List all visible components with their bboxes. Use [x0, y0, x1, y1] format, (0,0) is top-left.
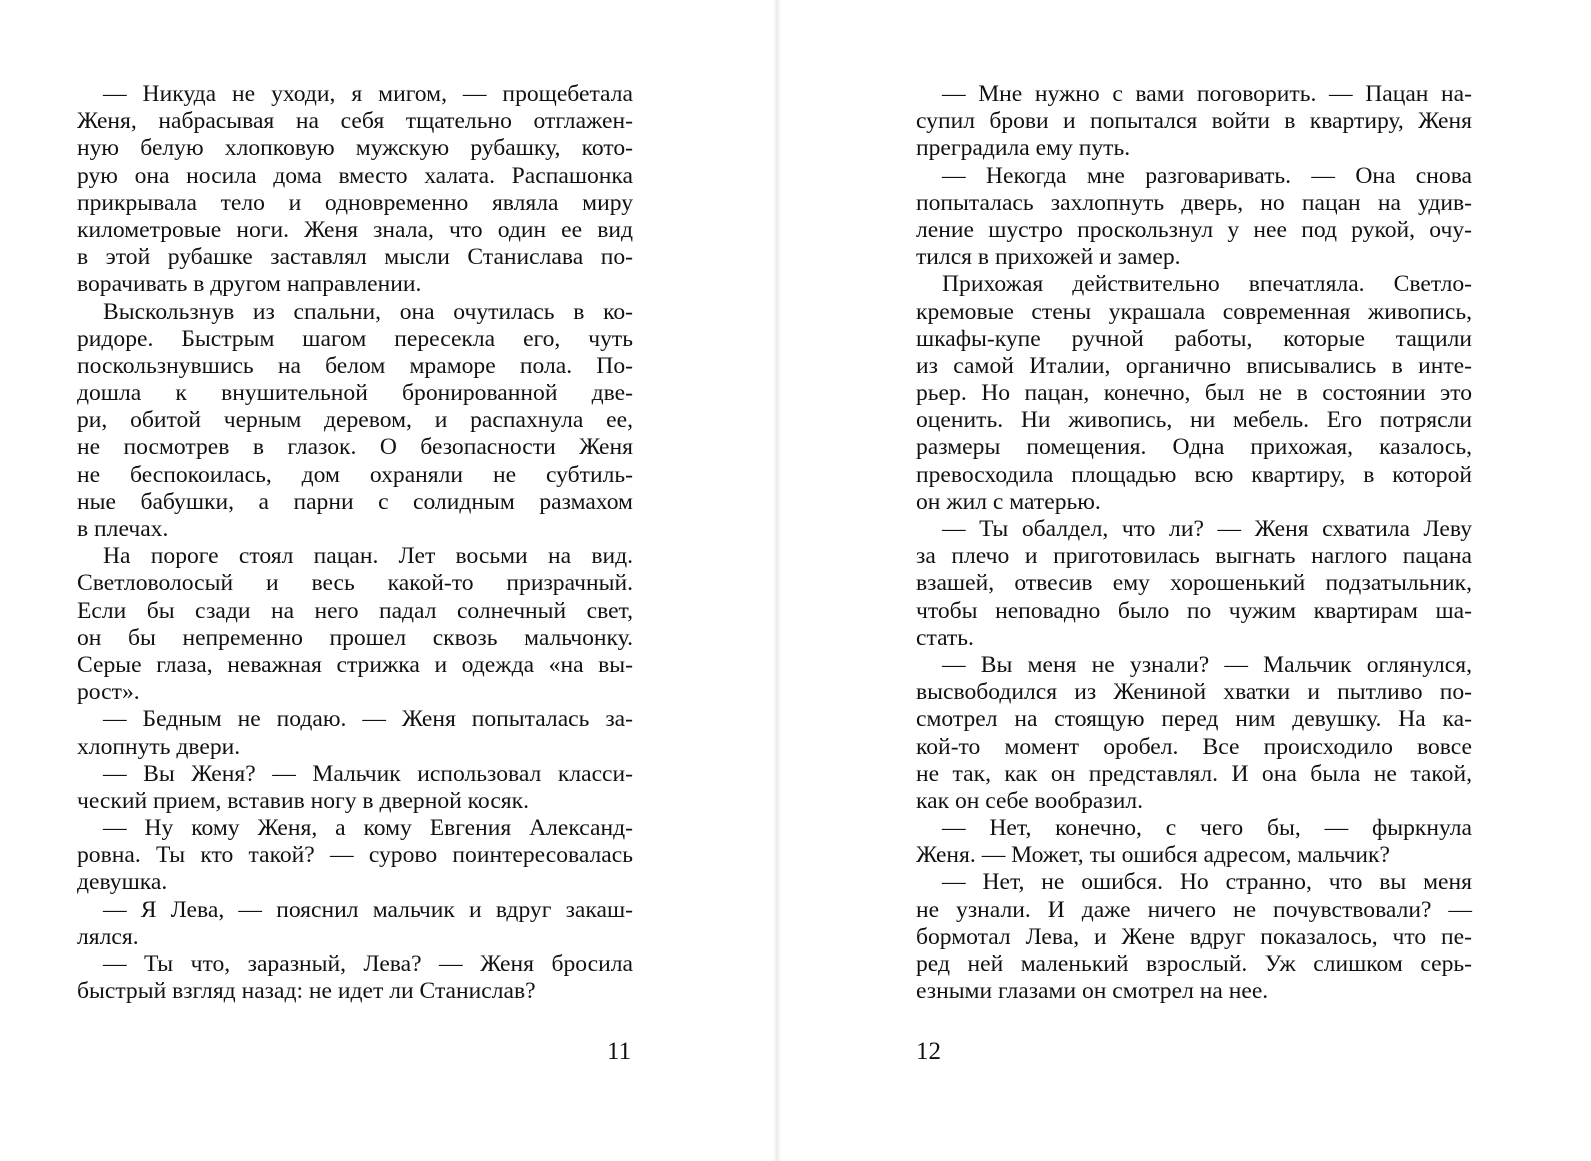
text-line: — Ты что, заразный, Лева? — Женя бросила — [103, 951, 633, 977]
text-line: Женя, набрасывая на себя тщательно отглажен- — [77, 108, 633, 135]
text-line: Серые глаза, неважная стрижка и одежда «на вы- — [77, 651, 633, 678]
text-line: Если бы сзади на него падал солнечный свет, — [77, 597, 633, 624]
text-line: — Ну кому Женя, а кому Евгения Александ- — [103, 815, 633, 842]
text-line: ридоре. Быстрым шагом пересекла его, чуть — [77, 325, 633, 352]
text-line: — Ты обалдел, что ли? — Женя схватила Леву — [942, 516, 1472, 542]
text-line: он бы непременно прошел сквозь мальчонку. — [77, 624, 633, 651]
text-line: оценить. Ни живопись, ни мебель. Его потрясли — [916, 407, 1472, 434]
text-line: — Бедным не подаю. — Женя попыталась за- — [103, 706, 633, 733]
text-line: в плечах. — [77, 516, 169, 542]
text-line: девушка. — [77, 869, 168, 896]
text-line: ную белую хлопковую мужскую рубашку, кото- — [77, 135, 633, 162]
text-line: кремовые стены украшала современная живопись, — [916, 298, 1472, 325]
text-line: ные бабушки, а парни с солидным размахом — [77, 488, 633, 515]
text-line: тился в прихожей и замер. — [916, 244, 1181, 271]
text-line: Прихожая действительно впечатляла. Светло- — [942, 271, 1472, 298]
text-line: превосходила площадью всю квартиру, в которой — [916, 461, 1472, 488]
text-line: — Вы меня не узнали? — Мальчик оглянулся, — [942, 651, 1472, 678]
text-line: ворачивать в другом направлении. — [77, 271, 422, 298]
text-line: — Нет, не ошибся. Но странно, что вы меня — [942, 869, 1472, 896]
text-line: ри, обитой черным деревом, и распахнула ее, — [77, 407, 633, 434]
text-line: Выскользнув из спальни, она очутилась в ко- — [103, 298, 633, 325]
text-line: преградила ему путь. — [916, 135, 1131, 162]
text-line: не беспокоилась, дом охраняли не субтиль- — [77, 461, 633, 488]
text-line: километровые ноги. Женя знала, что один ее вид — [77, 216, 633, 243]
text-line: — Нет, конечно, с чего бы, — фыркнула — [942, 815, 1472, 842]
text-line: за плечо и приготовилась выгнать наглого пацана — [916, 543, 1472, 570]
text-line: не посмотрев в глазок. О безопасности Женя — [77, 434, 633, 461]
text-line: в этой рубашке заставлял мысли Станислава по- — [77, 244, 633, 271]
text-line: На пороге стоял пацан. Лет восьми на вид. — [103, 543, 633, 570]
text-line: — Я Лева, — пояснил мальчик и вдруг закаш- — [103, 896, 633, 923]
text-line: он жил с матерью. — [916, 488, 1101, 515]
text-line: ческий прием, вставив ногу в дверной косяк. — [77, 787, 530, 814]
text-line: из самой Италии, органично вписывались в инте- — [916, 352, 1472, 379]
text-line: езными глазами он смотрел на нее. — [916, 978, 1269, 1005]
text-line: — Вы Женя? — Мальчик использовал класси- — [103, 760, 633, 787]
text-line: поскользнувшись на белом мраморе пола. По- — [77, 352, 633, 379]
text-line: супил брови и попытался войти в квартиру, Женя — [916, 108, 1472, 135]
text-line: дошла к внушительной бронированной две- — [77, 380, 633, 407]
text-line: хлопнуть двери. — [77, 733, 241, 760]
text-line: не узнали. И даже ничего не почувствовали? — — [916, 896, 1472, 923]
text-line: шкафы-купе ручной работы, которые тащили — [916, 325, 1472, 352]
book-gutter — [773, 0, 781, 1161]
text-line: — Некогда мне разговаривать. — Она снова — [942, 162, 1472, 189]
text-line: стать. — [916, 624, 974, 651]
left-page-text — [77, 81, 633, 1005]
text-line: бормотал Лева, и Жене вдруг показалось, что пе- — [916, 923, 1472, 950]
text-line: прикрывала тело и одновременно являла миру — [77, 189, 633, 216]
text-line: взашей, отвесив ему хорошенький подзатыльник, — [916, 570, 1472, 597]
left-page-number: 11 — [607, 1038, 632, 1065]
text-line: не так, как он представлял. И она была не такой, — [916, 760, 1472, 787]
text-line: как он себе вообразил. — [916, 787, 1144, 814]
right-page-number: 12 — [916, 1038, 941, 1065]
text-line: ление шустро проскользнул у нее под рукой, очу- — [916, 216, 1472, 243]
text-line: рую она носила дома вместо халата. Распашонка — [77, 162, 633, 189]
text-line: ровна. Ты кто такой? — сурово поинтересовалась — [77, 842, 633, 869]
text-line: — Мне нужно с вами поговорить. — Пацан на- — [942, 81, 1472, 107]
text-line: рост». — [77, 679, 140, 706]
right-page-text — [916, 81, 1472, 1005]
text-line: рьер. Но пацан, конечно, был не в состоянии это — [916, 380, 1472, 407]
text-line: — Никуда не уходи, я мигом, — прощебетала — [103, 81, 633, 107]
text-line: чтобы неповадно было по чужим квартирам ша- — [916, 597, 1472, 624]
text-line: лялся. — [77, 923, 139, 950]
text-line: кой-то момент оробел. Все происходило вовсе — [916, 733, 1472, 760]
text-line: ред ней маленький взрослый. Уж слишком серь- — [916, 951, 1472, 977]
text-line: высвободился из Жениной хватки и пытливо по- — [916, 679, 1472, 706]
text-line: размеры помещения. Одна прихожая, казалось, — [916, 434, 1472, 461]
text-line: смотрел на стоящую перед ним девушку. На ка- — [916, 706, 1472, 733]
text-line: попыталась захлопнуть дверь, но пацан на удив- — [916, 189, 1472, 216]
text-line: быстрый взгляд назад: не идет ли Станислав? — [77, 978, 536, 1005]
text-line: Светловолосый и весь какой-то призрачный. — [77, 570, 633, 597]
text-line: Женя. — Может, ты ошибся адресом, мальчик? — [916, 842, 1390, 869]
